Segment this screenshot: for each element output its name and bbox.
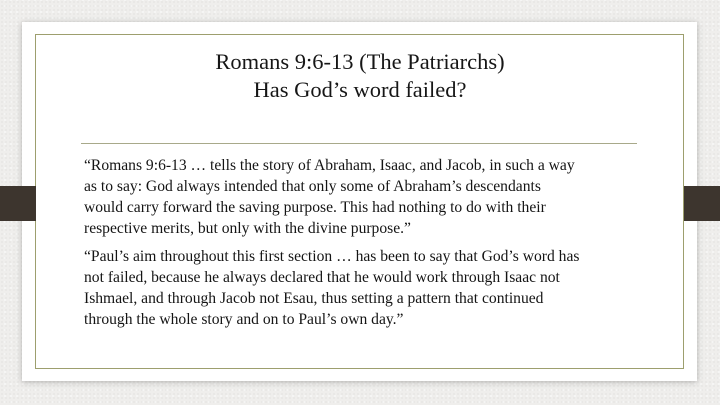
quote-paragraph-1 <box>84 155 644 239</box>
quote-line: not failed, because he always declared that he would work through Isaac not <box>84 269 560 286</box>
slide-body <box>84 155 644 337</box>
title-line-reference: Romans 9:6-13 (The Patriarchs) <box>215 49 505 74</box>
title-line-question: Has God’s word failed? <box>253 77 467 102</box>
quote-line: “Paul’s aim throughout this first section … has been to say that God’s word has <box>84 248 580 265</box>
slide-title <box>22 48 698 104</box>
left-side-tab <box>0 186 36 221</box>
title-divider <box>81 143 637 144</box>
quote-line: “Romans 9:6-13 … tells the story of Abraham, Isaac, and Jacob, in such a way <box>84 157 575 174</box>
quote-line: would carry forward the saving purpose. This had nothing to do with their <box>84 199 546 216</box>
quote-line: respective merits, but only with the divine purpose.” <box>84 220 411 237</box>
right-side-tab <box>684 186 720 221</box>
quote-paragraph-2 <box>84 246 644 330</box>
quote-line: as to say: God always intended that only some of Abraham’s descendants <box>84 178 541 195</box>
quote-line: through the whole story and on to Paul’s own day.” <box>84 311 404 328</box>
quote-line: Ishmael, and through Jacob not Esau, thus setting a pattern that continued <box>84 290 544 307</box>
